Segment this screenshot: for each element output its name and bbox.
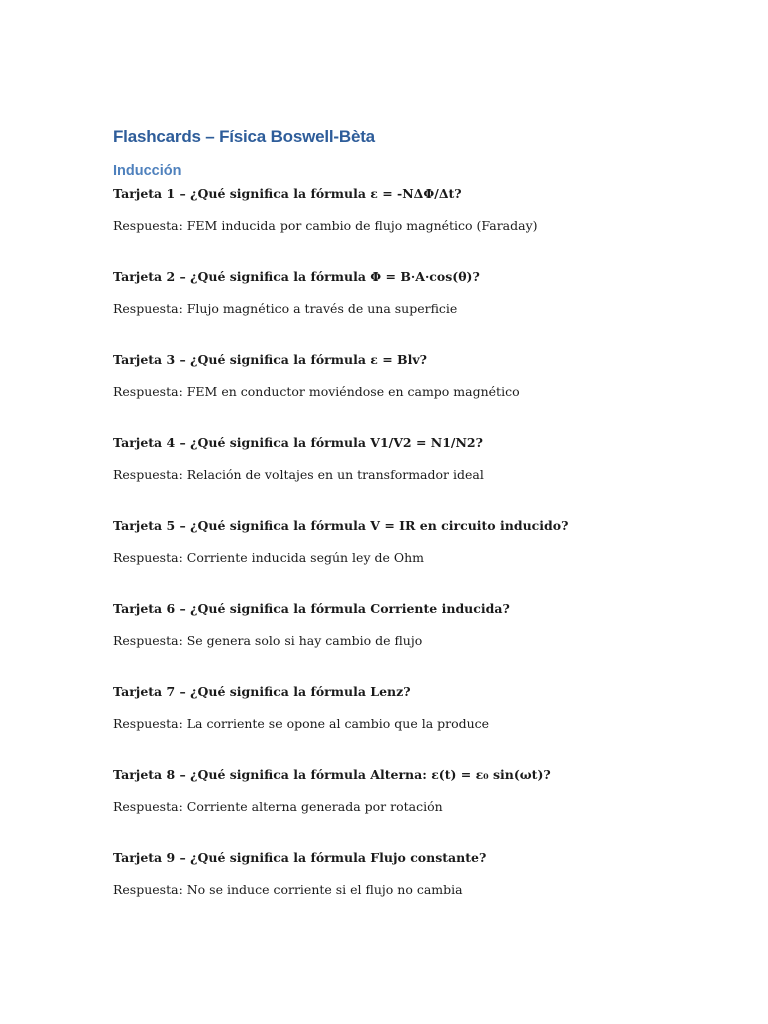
flashcard: [113, 433, 673, 485]
flashcard: [113, 267, 673, 319]
card-answer: Respuesta: Flujo magnético a través de una superficie: [113, 301, 458, 316]
flashcard: [113, 350, 673, 402]
document-title: Flashcards – Física Boswell-Bèta: [113, 127, 375, 146]
card-answer: Respuesta: Relación de voltajes en un transformador ideal: [113, 467, 484, 482]
card-question: Tarjeta 3 – ¿Qué significa la fórmula ε = Blv?: [113, 352, 427, 367]
card-question: Tarjeta 4 – ¿Qué significa la fórmula V1/V2 = N1/N2?: [113, 435, 483, 450]
card-question: Tarjeta 6 – ¿Qué significa la fórmula Corriente inducida?: [113, 601, 510, 616]
flashcard: [113, 765, 673, 817]
flashcard: [113, 599, 673, 651]
flashcard: [113, 184, 673, 236]
card-answer: Respuesta: FEM en conductor moviéndose en campo magnético: [113, 384, 520, 399]
card-answer: Respuesta: FEM inducida por cambio de flujo magnético (Faraday): [113, 218, 538, 233]
card-question: Tarjeta 7 – ¿Qué significa la fórmula Lenz?: [113, 684, 411, 699]
card-answer: Respuesta: Se genera solo si hay cambio de flujo: [113, 633, 423, 648]
flashcard: [113, 682, 673, 734]
card-question: Tarjeta 1 – ¿Qué significa la fórmula ε = -NΔΦ/Δt?: [113, 186, 462, 201]
flashcard: [113, 848, 673, 900]
card-question: Tarjeta 8 – ¿Qué significa la fórmula Alterna: ε(t) = ε₀ sin(ωt)?: [113, 767, 551, 782]
card-answer: Respuesta: Corriente alterna generada por rotación: [113, 799, 443, 814]
card-question: Tarjeta 2 – ¿Qué significa la fórmula Φ = B·A·cos(θ)?: [113, 269, 480, 284]
card-question: Tarjeta 9 – ¿Qué significa la fórmula Flujo constante?: [113, 850, 487, 865]
section-heading: Inducción: [113, 163, 182, 179]
document-page: [113, 124, 673, 900]
card-question: Tarjeta 5 – ¿Qué significa la fórmula V = IR en circuito inducido?: [113, 518, 569, 533]
card-answer: Respuesta: Corriente inducida según ley de Ohm: [113, 550, 424, 565]
flashcard: [113, 516, 673, 568]
card-answer: Respuesta: La corriente se opone al cambio que la produce: [113, 716, 490, 731]
card-answer: Respuesta: No se induce corriente si el flujo no cambia: [113, 882, 463, 897]
